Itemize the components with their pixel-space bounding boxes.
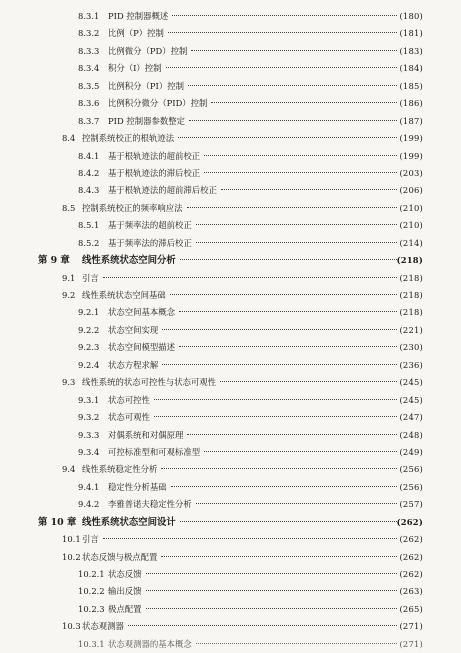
entry-page-number: (206) <box>399 185 423 196</box>
entry-number: 9.3.1 <box>78 394 100 405</box>
toc-subsection-entry <box>0 583 461 600</box>
entry-page-number: (218) <box>399 272 423 283</box>
toc-chapter-entry <box>0 514 461 531</box>
dot-leader <box>220 381 397 382</box>
entry-page-number: (245) <box>399 394 423 405</box>
entry-number: 8.5.1 <box>78 220 100 231</box>
toc-chapter-entry <box>0 252 461 269</box>
entry-title: PID 控制器概述 <box>108 11 169 21</box>
entry-page-number: (263) <box>399 586 423 597</box>
dot-leader <box>221 189 397 190</box>
entry-page-number: (262) <box>399 534 423 545</box>
toc-subsection-entry <box>0 444 461 461</box>
toc-subsection-entry <box>0 60 461 77</box>
entry-title: 比例微分（PD）控制 <box>108 45 188 56</box>
toc-subsection-entry <box>0 95 461 112</box>
entry-page-number: (183) <box>399 45 423 56</box>
toc-section-entry <box>0 618 461 635</box>
entry-number: 9.2.1 <box>78 307 100 318</box>
entry-title: 状态观测器 <box>82 621 124 632</box>
toc-subsection-entry <box>0 322 461 339</box>
dot-leader <box>146 590 398 591</box>
entry-number: 8.3.7 <box>78 115 100 126</box>
entry-page-number: (245) <box>399 377 423 388</box>
dot-leader <box>146 608 398 609</box>
toc-subsection-entry <box>0 235 461 252</box>
entry-page-number: (262) <box>399 551 423 562</box>
dot-leader <box>168 32 397 33</box>
entry-page-number: (185) <box>399 80 423 91</box>
entry-number: 8.4 <box>62 133 76 144</box>
entry-page-number: (218) <box>399 290 423 300</box>
toc-section-entry <box>0 531 461 548</box>
toc-subsection-entry <box>0 601 461 618</box>
entry-title: 李雅普诺夫稳定性分析 <box>108 499 192 510</box>
dot-leader <box>171 486 397 487</box>
dot-leader <box>179 346 397 347</box>
dot-leader <box>161 556 397 557</box>
toc-subsection-entry <box>0 78 461 95</box>
dot-leader <box>154 399 397 400</box>
entry-title: 积分（I）控制 <box>108 63 162 74</box>
entry-title: 基于根轨迹法的超前滞后校正 <box>108 185 217 196</box>
entry-number: 9.4.2 <box>78 499 100 510</box>
entry-number: 10.1 <box>62 534 81 545</box>
toc-subsection-entry <box>0 409 461 426</box>
toc-subsection-entry <box>0 479 461 496</box>
entry-title: 线性系统的状态可控性与状态可观性 <box>82 377 216 388</box>
dot-leader <box>179 311 397 312</box>
entry-page-number: (186) <box>399 98 423 109</box>
dot-leader <box>196 242 397 243</box>
entry-page-number: (257) <box>399 499 423 510</box>
entry-title: 线性系统状态空间分析 <box>82 255 176 267</box>
toc-section-entry <box>0 287 461 304</box>
entry-title: 状态观测器的基本概念 <box>108 638 192 649</box>
dot-leader <box>178 137 397 138</box>
entry-page-number: (199) <box>399 133 423 144</box>
dot-leader <box>154 416 397 417</box>
entry-title: 基于频率法的超前校正 <box>108 220 192 231</box>
dot-leader <box>191 50 397 51</box>
dot-leader <box>162 364 397 365</box>
entry-number: 第 9 章 <box>38 255 70 267</box>
entry-number: 9.4.1 <box>78 481 100 492</box>
dot-leader <box>196 224 397 225</box>
entry-number: 10.2.3 <box>78 603 105 614</box>
entry-title: 基于频率法的滞后校正 <box>108 237 192 248</box>
entry-title: 状态空间实现 <box>108 324 159 335</box>
toc-subsection-entry <box>0 496 461 513</box>
toc-subsection-entry <box>0 217 461 234</box>
toc-subsection-entry <box>0 566 461 583</box>
dot-leader <box>103 538 397 539</box>
entry-title: 线性系统状态空间设计 <box>82 516 176 528</box>
entry-number: 9.4 <box>62 464 76 475</box>
entry-page-number: (256) <box>399 481 423 492</box>
entry-page-number: (247) <box>399 412 423 423</box>
toc-subsection-entry <box>0 165 461 182</box>
toc-subsection-entry <box>0 8 461 25</box>
toc-section-entry <box>0 270 461 287</box>
entry-number: 8.3.1 <box>78 11 100 21</box>
toc-section-entry <box>0 374 461 391</box>
entry-number: 9.2.3 <box>78 342 100 353</box>
dot-leader <box>211 102 397 103</box>
entry-number: 9.3.4 <box>78 446 100 457</box>
toc-subsection-entry <box>0 392 461 409</box>
entry-number: 9.1 <box>62 272 76 283</box>
dot-leader <box>204 451 397 452</box>
entry-page-number: (203) <box>399 167 423 178</box>
entry-number: 8.3.6 <box>78 98 100 109</box>
toc-subsection-entry <box>0 43 461 60</box>
entry-title: 基于根轨迹法的超前校正 <box>108 150 201 161</box>
entry-number: 9.2.4 <box>78 359 100 370</box>
entry-page-number: (187) <box>399 115 423 126</box>
entry-page-number: (265) <box>399 603 423 614</box>
toc-section-entry <box>0 200 461 217</box>
entry-number: 8.4.3 <box>78 185 100 196</box>
dot-leader <box>161 468 397 469</box>
entry-number: 8.3.5 <box>78 80 100 91</box>
entry-title: 极点配置 <box>108 603 142 614</box>
entry-number: 9.3.3 <box>78 429 100 440</box>
entry-page-number: (218) <box>399 307 423 318</box>
dot-leader <box>196 643 397 644</box>
toc-subsection-entry <box>0 148 461 165</box>
toc-subsection-entry <box>0 304 461 321</box>
entry-number: 9.3 <box>62 377 76 388</box>
dot-leader <box>187 207 398 208</box>
toc-subsection-entry <box>0 182 461 199</box>
entry-page-number: (184) <box>399 63 423 74</box>
dot-leader <box>128 625 397 626</box>
entry-title: 状态空间基本概念 <box>108 307 175 318</box>
entry-title: 控制系统校正的频率响应法 <box>82 202 183 213</box>
dot-leader <box>162 329 397 330</box>
entry-title: 状态可控性 <box>108 394 150 405</box>
entry-number: 10.2 <box>62 551 81 562</box>
entry-page-number: (271) <box>399 621 423 632</box>
entry-title: 状态反馈 <box>108 569 142 579</box>
entry-title: 比例（P）控制 <box>108 28 164 39</box>
entry-title: 线性系统稳定性分析 <box>82 464 158 475</box>
dot-leader <box>180 521 397 522</box>
entry-page-number: (210) <box>399 202 423 213</box>
entry-number: 10.2.2 <box>78 586 105 597</box>
dot-leader <box>103 277 397 278</box>
dot-leader <box>180 259 397 260</box>
toc-subsection-entry <box>0 339 461 356</box>
entry-page-number: (221) <box>399 324 423 335</box>
entry-page-number: (248) <box>399 429 423 440</box>
entry-title: 引言 <box>82 272 99 283</box>
entry-title: 状态反馈与极点配置 <box>82 551 158 562</box>
entry-number: 10.3.1 <box>78 638 105 649</box>
entry-number: 8.4.1 <box>78 150 100 161</box>
toc-subsection-entry <box>0 25 461 42</box>
entry-title: PID 控制器参数整定 <box>108 115 185 126</box>
entry-number: 第 10 章 <box>38 516 77 528</box>
dot-leader <box>204 155 397 156</box>
entry-page-number: (230) <box>399 342 423 353</box>
entry-number: 10.3 <box>62 621 81 632</box>
dot-leader <box>170 294 397 295</box>
entry-title: 稳定性分析基础 <box>108 481 167 492</box>
entry-number: 9.2 <box>62 290 76 300</box>
entry-title: 基于根轨迹法的滞后校正 <box>108 167 201 178</box>
entry-page-number: (210) <box>399 220 423 231</box>
toc-subsection-entry <box>0 427 461 444</box>
entry-title: 比例积分（PI）控制 <box>108 80 184 91</box>
toc-subsection-entry <box>0 636 461 653</box>
entry-title: 线性系统状态空间基础 <box>82 290 166 300</box>
entry-title: 可控标准型和可观标准型 <box>108 446 201 457</box>
entry-number: 8.3.2 <box>78 28 100 39</box>
entry-number: 8.5.2 <box>78 237 100 248</box>
toc-section-entry <box>0 549 461 566</box>
dot-leader <box>196 503 397 504</box>
entry-title: 状态方程求解 <box>108 359 159 370</box>
entry-page-number: (236) <box>399 359 423 370</box>
toc-subsection-entry <box>0 357 461 374</box>
entry-number: 9.3.2 <box>78 412 100 423</box>
dot-leader <box>146 573 398 574</box>
entry-page-number: (214) <box>399 237 423 248</box>
toc-section-entry <box>0 130 461 147</box>
entry-page-number: (271) <box>399 638 423 649</box>
entry-title: 引言 <box>82 534 99 545</box>
entry-title: 控制系统校正的根轨迹法 <box>82 133 175 144</box>
entry-title: 状态可观性 <box>108 412 150 423</box>
entry-page-number: (262) <box>399 569 423 579</box>
entry-number: 9.2.2 <box>78 324 100 335</box>
dot-leader <box>166 67 397 68</box>
entry-page-number: (262) <box>396 516 423 527</box>
entry-page-number: (218) <box>396 255 423 266</box>
entry-page-number: (180) <box>399 11 423 21</box>
dot-leader <box>189 120 397 121</box>
dot-leader <box>172 15 397 16</box>
dot-leader <box>204 172 397 173</box>
dot-leader <box>187 434 397 435</box>
entry-number: 8.4.2 <box>78 167 100 178</box>
toc-section-entry <box>0 461 461 478</box>
entry-title: 比例积分微分（PID）控制 <box>108 98 208 109</box>
toc-subsection-entry <box>0 113 461 130</box>
dot-leader <box>188 85 397 86</box>
entry-page-number: (199) <box>399 150 423 161</box>
entry-page-number: (256) <box>399 464 423 475</box>
entry-title: 输出反馈 <box>108 586 142 597</box>
entry-number: 8.3.4 <box>78 63 100 74</box>
table-of-contents <box>0 8 461 653</box>
entry-title: 对偶系统和对偶原理 <box>108 429 184 440</box>
entry-number: 8.3.3 <box>78 45 100 56</box>
entry-page-number: (181) <box>399 28 423 39</box>
entry-number: 10.2.1 <box>78 569 105 579</box>
entry-title: 状态空间模型描述 <box>108 342 175 353</box>
entry-page-number: (249) <box>399 446 423 457</box>
entry-number: 8.5 <box>62 202 76 213</box>
